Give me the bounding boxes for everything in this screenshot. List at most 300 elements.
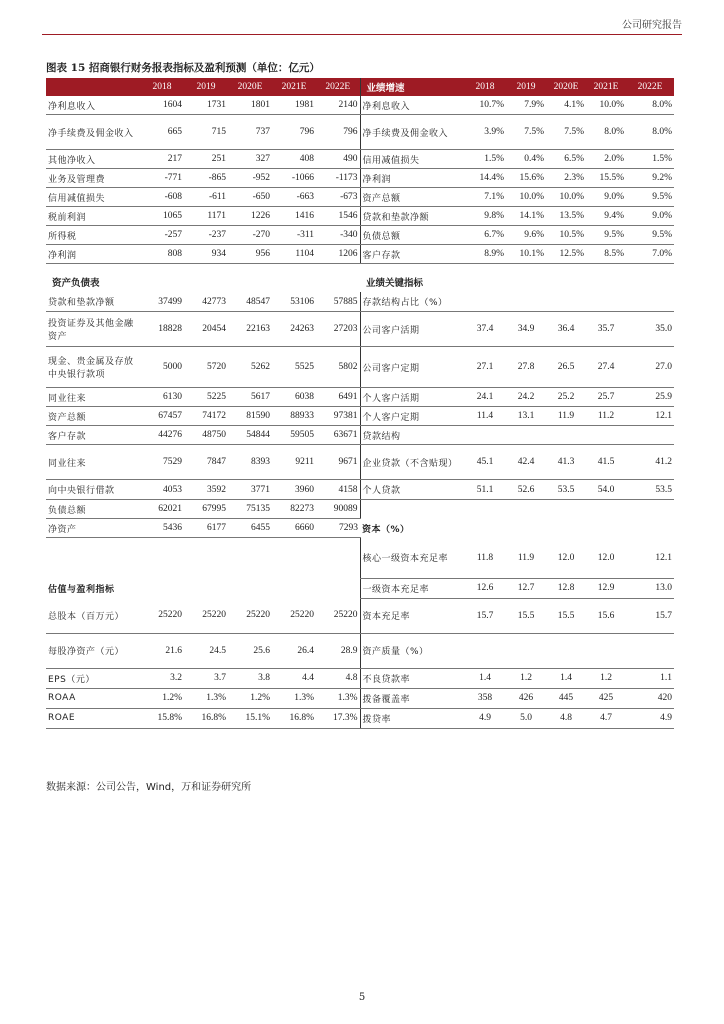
value-cell: 9.8% [464, 207, 506, 226]
value-cell: 41.3 [546, 445, 586, 480]
value-cell: 425 [586, 688, 626, 708]
value-cell: 5617 [228, 388, 272, 407]
row-label: 资产质量（%） [360, 633, 464, 668]
value-cell: 42.4 [506, 445, 546, 480]
value-cell: 5.0 [506, 708, 546, 728]
value-cell: 15.7 [464, 598, 506, 633]
column-header: 2021E [272, 78, 316, 96]
value-cell: 7847 [184, 445, 228, 480]
value-cell: 48750 [184, 426, 228, 445]
value-cell: 16.8% [272, 708, 316, 728]
value-cell: -663 [272, 188, 316, 207]
section-title: 资本（%） [362, 524, 410, 535]
row-label: 同业往来 [46, 445, 140, 480]
value-cell [546, 292, 586, 312]
header-divider [42, 34, 682, 35]
row-label: 净利息收入 [360, 96, 464, 115]
column-header: 2020E [546, 78, 586, 96]
value-cell: 1171 [184, 207, 228, 226]
value-cell: 7529 [140, 445, 184, 480]
value-cell: 9.5% [586, 226, 626, 245]
value-cell: 2140 [316, 96, 360, 115]
value-cell: 97381 [316, 407, 360, 426]
value-cell: 217 [140, 150, 184, 169]
value-cell: 67457 [140, 407, 184, 426]
value-cell: 15.6% [506, 169, 546, 188]
table-row [46, 207, 674, 226]
value-cell: 1546 [316, 207, 360, 226]
value-cell: 9.5% [626, 188, 674, 207]
value-cell: 25220 [316, 598, 360, 633]
row-label: 向中央银行借款 [46, 480, 140, 500]
value-cell: 9.0% [626, 207, 674, 226]
value-cell: 1604 [140, 96, 184, 115]
value-cell: 25220 [140, 598, 184, 633]
value-cell: 4.1% [546, 96, 586, 115]
value-cell: 25.7 [586, 388, 626, 407]
value-cell: 5000 [140, 347, 184, 388]
value-cell: 4.8 [546, 708, 586, 728]
row-label: 公司客户定期 [360, 347, 464, 388]
row-label: 客户存款 [46, 426, 140, 445]
value-cell: 4158 [316, 480, 360, 500]
value-cell: 51.1 [464, 480, 506, 500]
value-cell: 1206 [316, 245, 360, 264]
value-cell: 5802 [316, 347, 360, 388]
value-cell: 14.4% [464, 169, 506, 188]
value-cell: 13.5% [546, 207, 586, 226]
value-cell: 6660 [272, 519, 316, 538]
value-cell: 27.8 [506, 347, 546, 388]
value-cell: 25.2 [546, 388, 586, 407]
value-cell: 9.6% [506, 226, 546, 245]
value-cell: 15.5 [506, 598, 546, 633]
table-row [46, 633, 674, 668]
value-cell: -340 [316, 226, 360, 245]
value-cell: 1.4 [546, 668, 586, 688]
value-cell: 24.2 [506, 388, 546, 407]
row-label: 贷款和垫款净额 [46, 292, 140, 312]
header-blank-cell [46, 78, 140, 96]
value-cell: -650 [228, 188, 272, 207]
value-cell: 3.7 [184, 668, 228, 688]
value-cell: 715 [184, 115, 228, 150]
value-cell: 12.1 [626, 538, 674, 579]
value-cell: -270 [228, 226, 272, 245]
table-row [46, 115, 674, 150]
value-cell [546, 633, 586, 668]
value-cell: 1065 [140, 207, 184, 226]
row-label: 拨贷率 [360, 708, 464, 728]
value-cell: 490 [316, 150, 360, 169]
value-cell: 5525 [272, 347, 316, 388]
value-cell: 27.4 [586, 347, 626, 388]
table-row [46, 226, 674, 245]
value-cell: 445 [546, 688, 586, 708]
value-cell: 8.0% [586, 115, 626, 150]
row-label: ROAE [46, 708, 140, 728]
value-cell: 12.1 [626, 407, 674, 426]
value-cell [586, 633, 626, 668]
value-cell: 8.9% [464, 245, 506, 264]
value-cell [626, 633, 674, 668]
value-cell: 54.0 [586, 480, 626, 500]
value-cell: 358 [464, 688, 506, 708]
value-cell: 6491 [316, 388, 360, 407]
value-cell: 20454 [184, 312, 228, 347]
value-cell: 63671 [316, 426, 360, 445]
value-cell: 2.3% [546, 169, 586, 188]
value-cell: 5436 [140, 519, 184, 538]
value-cell: 62021 [140, 500, 184, 519]
table-row [46, 150, 674, 169]
value-cell: 3.2 [140, 668, 184, 688]
table-row [46, 519, 674, 538]
value-cell [506, 426, 546, 445]
value-cell: 8393 [228, 445, 272, 480]
value-cell: 1.1 [626, 668, 674, 688]
value-cell: -311 [272, 226, 316, 245]
value-cell: 737 [228, 115, 272, 150]
value-cell: 956 [228, 245, 272, 264]
value-cell: 45.1 [464, 445, 506, 480]
value-cell: 9211 [272, 445, 316, 480]
row-label: ROAA [46, 688, 140, 708]
value-cell: 9.5% [626, 226, 674, 245]
row-label: 资本充足率 [360, 598, 464, 633]
value-cell: 12.0 [586, 538, 626, 579]
report-type-label: 公司研究报告 [622, 20, 682, 31]
value-cell: 90089 [316, 500, 360, 519]
value-cell: 16.8% [184, 708, 228, 728]
table-row [46, 445, 674, 480]
table-row [46, 312, 674, 347]
value-cell: 24.5 [184, 633, 228, 668]
value-cell: 1226 [228, 207, 272, 226]
row-label: 每股净资产（元） [46, 633, 140, 668]
value-cell: 25220 [228, 598, 272, 633]
value-cell: 8.5% [586, 245, 626, 264]
value-cell [586, 426, 626, 445]
value-cell: 1.2% [228, 688, 272, 708]
table-row [46, 578, 674, 598]
value-cell: 48547 [228, 292, 272, 312]
column-header: 2018 [464, 78, 506, 96]
value-cell: -771 [140, 169, 184, 188]
value-cell [464, 633, 506, 668]
value-cell: 1.3% [272, 688, 316, 708]
section-title: 业绩关键指标 [366, 278, 424, 289]
row-label: 个人客户定期 [360, 407, 464, 426]
value-cell: 35.7 [586, 312, 626, 347]
value-cell [586, 519, 626, 538]
value-cell: 10.1% [506, 245, 546, 264]
value-cell: 1.3% [316, 688, 360, 708]
table-row [46, 500, 674, 519]
value-cell: 12.9 [586, 578, 626, 598]
value-cell: 53.5 [546, 480, 586, 500]
value-cell [464, 519, 506, 538]
value-cell: 6455 [228, 519, 272, 538]
value-cell: 27203 [316, 312, 360, 347]
table-row [46, 245, 674, 264]
value-cell: 8.0% [626, 115, 674, 150]
value-cell: 1801 [228, 96, 272, 115]
section-title: 估值与盈利指标 [48, 584, 115, 595]
value-cell: 1731 [184, 96, 228, 115]
value-cell: 11.9 [506, 538, 546, 579]
value-cell [464, 292, 506, 312]
table-row [46, 688, 674, 708]
value-cell: 6.5% [546, 150, 586, 169]
value-cell: 1.2 [586, 668, 626, 688]
value-cell: 10.0% [506, 188, 546, 207]
value-cell: 934 [184, 245, 228, 264]
value-cell: 4.7 [586, 708, 626, 728]
value-cell: 24263 [272, 312, 316, 347]
financial-table [46, 78, 674, 729]
figure-caption: 图表 15 招商银行财务报表指标及盈利预测（单位：亿元） [46, 62, 320, 74]
value-cell: 34.9 [506, 312, 546, 347]
row-label: 企业贷款（不含贴现） [360, 445, 464, 480]
table-row [46, 708, 674, 728]
value-cell: 13.1 [506, 407, 546, 426]
value-cell: 808 [140, 245, 184, 264]
value-cell: 35.0 [626, 312, 674, 347]
section-title: 资产负债表 [52, 278, 100, 289]
value-cell: -952 [228, 169, 272, 188]
value-cell: 74172 [184, 407, 228, 426]
value-cell: 408 [272, 150, 316, 169]
row-label: 存款结构占比（%） [360, 292, 464, 312]
value-cell [546, 426, 586, 445]
value-cell: 665 [140, 115, 184, 150]
value-cell: 24.1 [464, 388, 506, 407]
value-cell: 11.2 [586, 407, 626, 426]
value-cell: 3771 [228, 480, 272, 500]
value-cell: 5225 [184, 388, 228, 407]
value-cell: 5720 [184, 347, 228, 388]
value-cell: 11.8 [464, 538, 506, 579]
value-cell: 9671 [316, 445, 360, 480]
value-cell: 25220 [184, 598, 228, 633]
value-cell: 17.3% [316, 708, 360, 728]
value-cell [586, 500, 626, 519]
value-cell: 37.4 [464, 312, 506, 347]
row-label: 公司客户活期 [360, 312, 464, 347]
row-label: 信用减值损失 [360, 150, 464, 169]
growth-header: 业绩增速 [360, 78, 464, 96]
value-cell: 81590 [228, 407, 272, 426]
row-label: 净利息收入 [46, 96, 140, 115]
value-cell: 4.9 [626, 708, 674, 728]
row-label: 净利润 [360, 169, 464, 188]
value-cell: 52.6 [506, 480, 546, 500]
value-cell: -257 [140, 226, 184, 245]
value-cell: 21.6 [140, 633, 184, 668]
value-cell: 53106 [272, 292, 316, 312]
value-cell: 59505 [272, 426, 316, 445]
value-cell: 36.4 [546, 312, 586, 347]
table-row [46, 188, 674, 207]
column-header: 2022E [626, 78, 674, 96]
blank-cell [46, 538, 360, 579]
table-row [46, 668, 674, 688]
value-cell: 12.8 [546, 578, 586, 598]
value-cell [464, 426, 506, 445]
value-cell: 9.4% [586, 207, 626, 226]
value-cell: -1173 [316, 169, 360, 188]
value-cell: 796 [316, 115, 360, 150]
value-cell: 8.0% [626, 96, 674, 115]
value-cell: 4.9 [464, 708, 506, 728]
value-cell: 25.9 [626, 388, 674, 407]
column-header: 2018 [140, 78, 184, 96]
row-label: 净手续费及佣金收入 [360, 115, 464, 150]
value-cell: 7.5% [506, 115, 546, 150]
value-cell: 7293 [316, 519, 360, 538]
row-label: 同业往来 [46, 388, 140, 407]
value-cell: 4053 [140, 480, 184, 500]
data-source-note: 数据来源：公司公告，Wind，万和证券研究所 [46, 782, 252, 793]
row-label: 信用减值损失 [46, 188, 140, 207]
value-cell: 12.0 [546, 538, 586, 579]
value-cell: 3.9% [464, 115, 506, 150]
value-cell: 9.0% [586, 188, 626, 207]
value-cell: 82273 [272, 500, 316, 519]
value-cell [626, 292, 674, 312]
value-cell [506, 633, 546, 668]
value-cell: 54844 [228, 426, 272, 445]
value-cell: 1.2% [140, 688, 184, 708]
row-label: 净利润 [46, 245, 140, 264]
page-number: 5 [358, 992, 366, 1003]
column-header: 2021E [586, 78, 626, 96]
value-cell: 22163 [228, 312, 272, 347]
value-cell: 420 [626, 688, 674, 708]
value-cell: 27.1 [464, 347, 506, 388]
row-label: 净资产 [46, 519, 140, 538]
value-cell: -611 [184, 188, 228, 207]
value-cell: 41.2 [626, 445, 674, 480]
value-cell: -673 [316, 188, 360, 207]
value-cell: 0.4% [506, 150, 546, 169]
value-cell: 10.0% [546, 188, 586, 207]
value-cell: 1104 [272, 245, 316, 264]
row-label: 所得税 [46, 226, 140, 245]
row-label: 不良贷款率 [360, 668, 464, 688]
value-cell: 12.7 [506, 578, 546, 598]
value-cell: 1981 [272, 96, 316, 115]
column-header: 2020E [228, 78, 272, 96]
value-cell: 10.0% [586, 96, 626, 115]
value-cell: 3592 [184, 480, 228, 500]
row-label: 贷款结构 [360, 426, 464, 445]
value-cell: 6177 [184, 519, 228, 538]
value-cell: 6.7% [464, 226, 506, 245]
value-cell: 42773 [184, 292, 228, 312]
row-label: 税前利润 [46, 207, 140, 226]
value-cell: -608 [140, 188, 184, 207]
value-cell: 37499 [140, 292, 184, 312]
value-cell: 10.7% [464, 96, 506, 115]
value-cell: 27.0 [626, 347, 674, 388]
table-row [46, 347, 674, 388]
table-row [46, 270, 674, 292]
value-cell: 11.4 [464, 407, 506, 426]
value-cell: 1.5% [626, 150, 674, 169]
value-cell: 25.6 [228, 633, 272, 668]
row-label: 资产总额 [46, 407, 140, 426]
table-row [46, 292, 674, 312]
value-cell: 4.8 [316, 668, 360, 688]
value-cell: 75135 [228, 500, 272, 519]
column-header: 2019 [506, 78, 546, 96]
value-cell [626, 519, 674, 538]
row-label: 核心一级资本充足率 [360, 538, 464, 579]
value-cell [506, 519, 546, 538]
value-cell: 1.2 [506, 668, 546, 688]
value-cell: 15.5 [546, 598, 586, 633]
value-cell [626, 500, 674, 519]
value-cell [464, 500, 506, 519]
value-cell: 12.5% [546, 245, 586, 264]
row-label: 一级资本充足率 [360, 578, 464, 598]
value-cell: 15.7 [626, 598, 674, 633]
value-cell: 67995 [184, 500, 228, 519]
value-cell [546, 519, 586, 538]
row-label: 贷款和垫款净额 [360, 207, 464, 226]
row-label: 拨备覆盖率 [360, 688, 464, 708]
value-cell: 2.0% [586, 150, 626, 169]
row-label: 其他净收入 [46, 150, 140, 169]
row-label: 资产总额 [360, 188, 464, 207]
column-header: 2019 [184, 78, 228, 96]
value-cell: 3.8 [228, 668, 272, 688]
value-cell: 4.4 [272, 668, 316, 688]
value-cell: 10.5% [546, 226, 586, 245]
value-cell: 426 [506, 688, 546, 708]
table-row [46, 407, 674, 426]
value-cell: 13.0 [626, 578, 674, 598]
value-cell: 57885 [316, 292, 360, 312]
value-cell: 15.5% [586, 169, 626, 188]
value-cell: 11.9 [546, 407, 586, 426]
value-cell: 18828 [140, 312, 184, 347]
table-row [46, 388, 674, 407]
table-row [46, 426, 674, 445]
value-cell: 6130 [140, 388, 184, 407]
table-row [46, 96, 674, 115]
row-label: 负债总额 [360, 226, 464, 245]
table-row [46, 538, 674, 579]
value-cell [506, 500, 546, 519]
row-label [360, 500, 464, 519]
value-cell: 5262 [228, 347, 272, 388]
table-row [46, 78, 674, 96]
value-cell [586, 292, 626, 312]
table-row [46, 598, 674, 633]
value-cell: 41.5 [586, 445, 626, 480]
value-cell: 7.1% [464, 188, 506, 207]
value-cell: 15.8% [140, 708, 184, 728]
row-label: 客户存款 [360, 245, 464, 264]
table-row [46, 480, 674, 500]
value-cell: 15.6 [586, 598, 626, 633]
table-row [46, 169, 674, 188]
value-cell: 88933 [272, 407, 316, 426]
column-header: 2022E [316, 78, 360, 96]
